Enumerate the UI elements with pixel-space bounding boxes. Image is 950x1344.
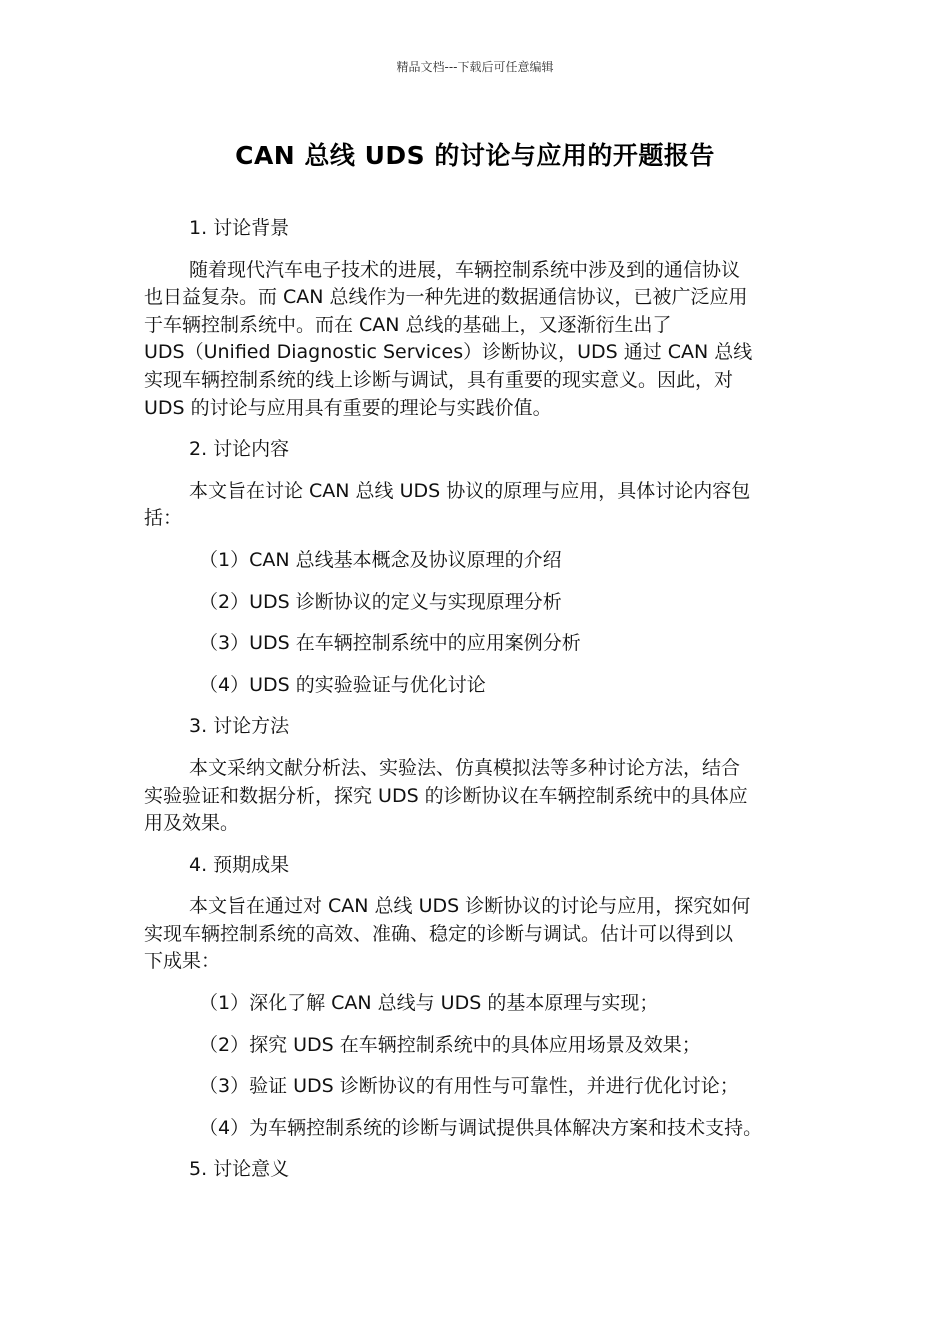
section-heading-outcomes: 4. 预期成果 [189,853,290,876]
section-paragraph-method: 本文采纳文献分析法、实验法、仿真模拟法等多种讨论方法，结合 实验验证和数据分析，探究 UDS 的诊断协议在车辆控制系统中的具体应 用及效果。 [144,756,748,835]
list-item: （1）深化了解 CAN 总线与 UDS 的基本原理与实现； [199,992,659,1015]
section-heading-method: 3. 讨论方法 [189,715,290,738]
list-item: （4）UDS 的实验验证与优化讨论 [199,673,486,696]
section-paragraph-background: 随着现代汽车电子技术的进展，车辆控制系统中涉及到的通信协议 也日益复杂。而 CAN 总线作为一种先进的数据通信协议，已被广泛应用 于车辆控制系统中。而在 CAN 总线的基础上，又逐渐衍生出了 UDS（Unified Diagnostic Services）诊断协议，UDS 通过 CAN 总线 实现车辆控制系统的线上诊断与调试，具有重要的现实意义。因此，对 UDS 的讨论与应用具有重要的理论与实践价值。 [144,258,753,419]
section-paragraph-outcomes: 本文旨在通过对 CAN 总线 UDS 诊断协议的讨论与应用，探究如何 实现车辆控制系统的高效、准确、稳定的诊断与调试。估计可以得到以 下成果： [144,895,751,973]
header-note: 精品文档---下载后可任意编辑 [396,60,554,74]
section-paragraph-content: 本文旨在讨论 CAN 总线 UDS 协议的原理与应用，具体讨论内容包 括： [144,479,751,530]
section-heading-content: 2. 讨论内容 [189,438,290,461]
list-item: （2）UDS 诊断协议的定义与实现原理分析 [199,590,562,613]
list-item: （3）UDS 在车辆控制系统中的应用案例分析 [199,632,581,655]
document-title: CAN 总线 UDS 的讨论与应用的开题报告 [235,141,715,170]
section-heading-background: 1. 讨论背景 [189,217,290,239]
list-item: （1）CAN 总线基本概念及协议原理的介绍 [199,548,562,571]
document-body [144,215,806,1198]
list-item: （3）验证 UDS 诊断协议的有用性与可靠性，并进行优化讨论； [199,1075,739,1098]
list-item: （4）为车辆控制系统的诊断与调试提供具体解决方案和技术支持。 [199,1116,763,1139]
section-heading-significance: 5. 讨论意义 [189,1158,290,1181]
list-item: （2）探究 UDS 在车辆控制系统中的具体应用场景及效果； [199,1033,701,1056]
